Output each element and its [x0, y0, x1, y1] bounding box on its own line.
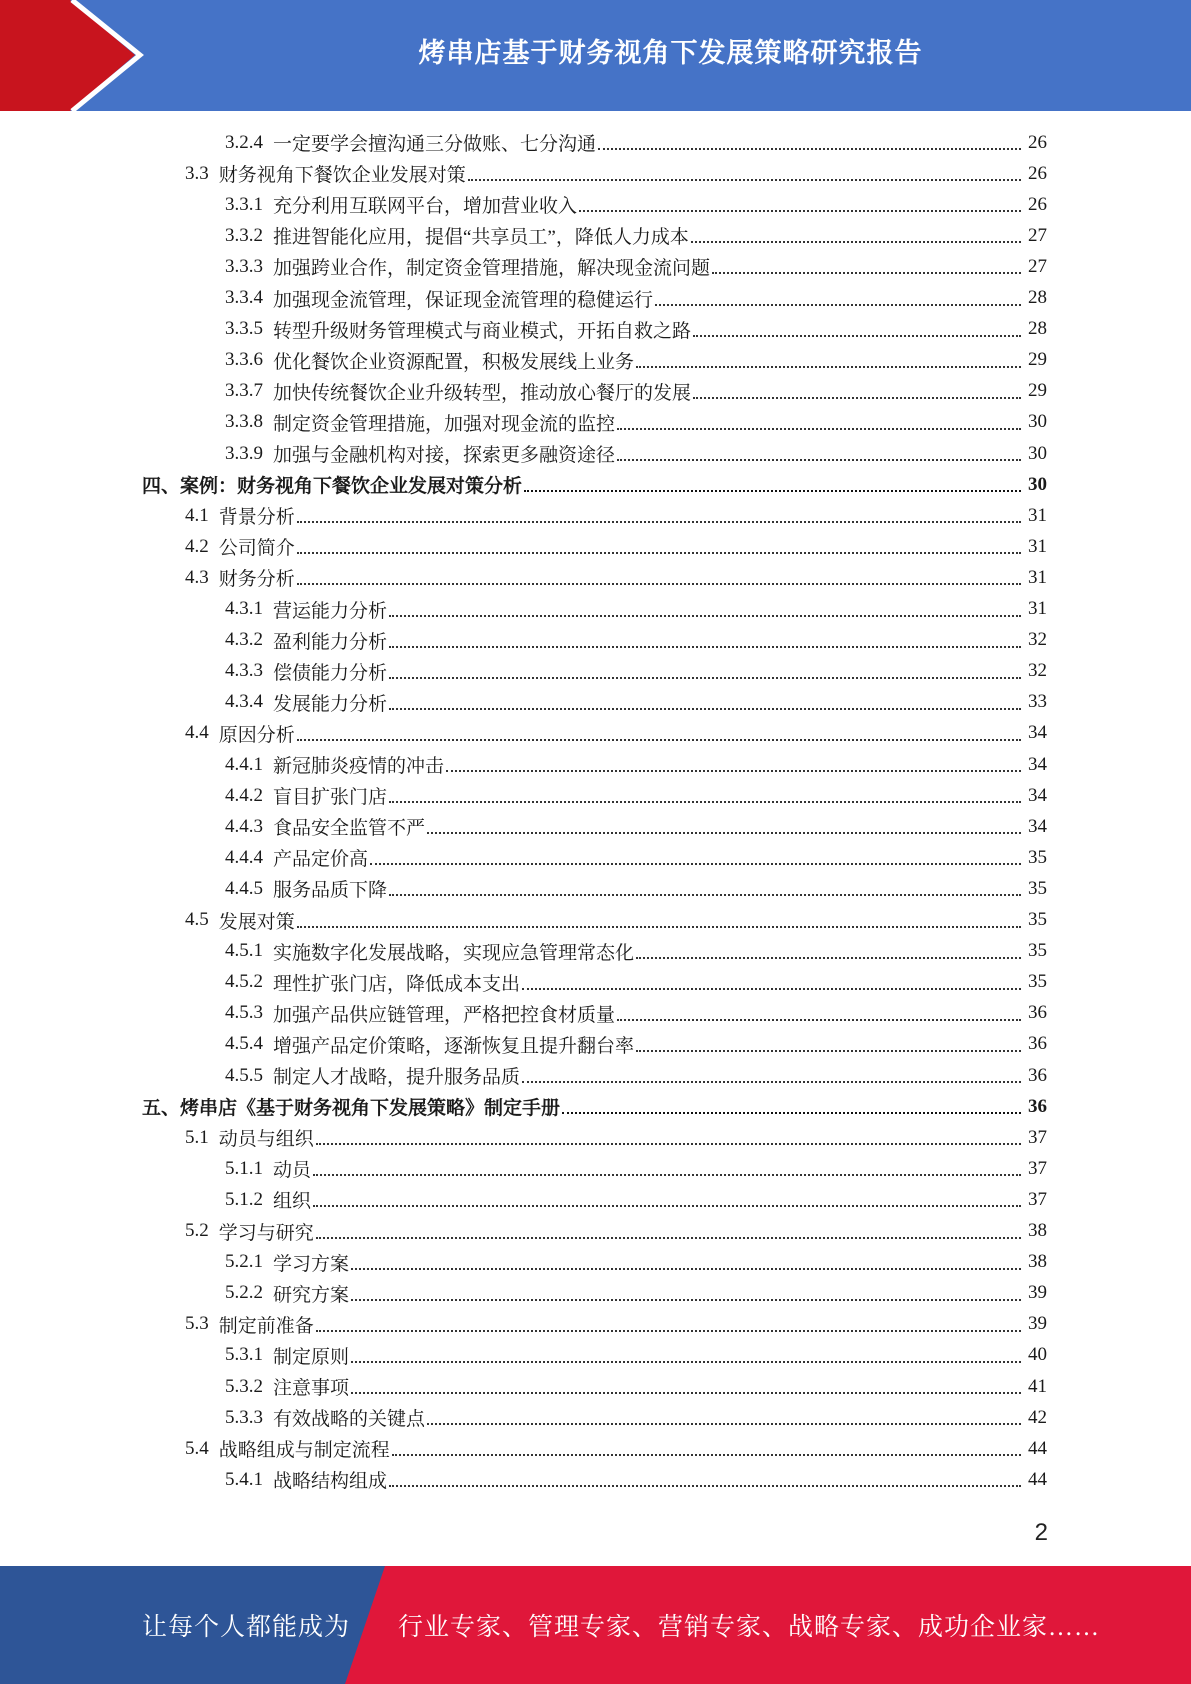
toc-entry-title: 推进智能化应用，提倡“共享员工”，降低人力成本 — [273, 227, 689, 249]
toc-dot-leader — [389, 614, 1021, 617]
toc-entry-page: 35 — [1028, 971, 1047, 993]
toc-entry-number: 4.5.4 — [225, 1033, 263, 1055]
toc-entry-number: 3.2.4 — [225, 131, 263, 153]
toc-entry-title: 动员与组织 — [218, 1129, 314, 1151]
toc-entry[interactable] — [185, 718, 1047, 749]
toc-entry-page: 32 — [1028, 660, 1047, 682]
toc-dot-leader — [297, 520, 1021, 523]
toc-dot-leader — [655, 303, 1021, 306]
toc-entry-page: 38 — [1028, 1251, 1047, 1273]
toc-entry-title: 加强产品供应链管理，严格把控食材质量 — [273, 1004, 616, 1026]
toc-dot-leader — [316, 1236, 1021, 1239]
toc-entry-number: 5.2.2 — [225, 1282, 263, 1304]
toc-entry[interactable] — [185, 1122, 1047, 1153]
toc-dot-leader — [316, 1142, 1021, 1145]
toc-entry-number: 5.3 — [185, 1313, 209, 1335]
toc-entry-number: 4.5.5 — [225, 1064, 263, 1086]
toc-entry[interactable] — [225, 656, 1047, 687]
toc-entry-number: 4.4.2 — [225, 784, 263, 806]
toc-entry[interactable] — [225, 220, 1047, 251]
toc-entry[interactable] — [225, 811, 1047, 842]
toc-entry-page: 27 — [1028, 224, 1047, 246]
toc-entry-number: 5.4 — [185, 1437, 209, 1459]
toc-entry-title: 加快传统餐饮企业升级转型，推动放心餐厅的发展 — [273, 382, 692, 404]
toc-entry-page: 36 — [1028, 1064, 1047, 1086]
toc-entry[interactable] — [185, 1216, 1047, 1247]
toc-entry[interactable] — [225, 936, 1047, 967]
footer-slogan-left: 让每个人都能成为 — [142, 1614, 351, 1641]
toc-entry-page: 29 — [1028, 349, 1047, 371]
toc-entry[interactable] — [225, 1060, 1047, 1091]
toc-entry-number: 4.5.1 — [225, 940, 263, 962]
toc-entry-page: 44 — [1028, 1437, 1047, 1459]
toc-entry-title: 偿债能力分析 — [273, 662, 388, 684]
toc-entry-number: 4.4 — [185, 722, 209, 744]
toc-entry-title: 加强跨业合作，制定资金管理措施，解决现金流问题 — [273, 258, 711, 280]
toc-entry-page: 31 — [1028, 535, 1047, 557]
toc-entry-number: 3.3.5 — [225, 318, 263, 340]
toc-entry-title: 组织 — [273, 1191, 312, 1213]
toc-entry-title: 动员 — [273, 1160, 312, 1182]
toc-entry[interactable] — [225, 967, 1047, 998]
toc-entry[interactable] — [142, 1091, 1047, 1122]
toc-entry-title: 盲目扩张门店 — [273, 787, 388, 809]
toc-entry-page: 28 — [1028, 318, 1047, 340]
toc-entry-number: 4.4.5 — [225, 877, 263, 899]
toc-entry-title: 四、案例：财务视角下餐饮企业发展对策分析 — [142, 476, 523, 498]
toc-entry-page: 39 — [1028, 1313, 1047, 1335]
toc-entry-number: 3.3.6 — [225, 349, 263, 371]
toc-entry[interactable] — [225, 842, 1047, 873]
toc-entry-number: 4.1 — [185, 504, 209, 526]
toc-entry[interactable] — [142, 469, 1047, 500]
toc-entry-title: 营运能力分析 — [273, 600, 388, 622]
toc-entry[interactable] — [225, 1464, 1047, 1495]
toc-dot-leader — [617, 1018, 1021, 1021]
toc-entry-page: 30 — [1028, 411, 1047, 433]
report-title: 烤串店基于财务视角下发展策略研究报告 — [418, 37, 923, 69]
toc-entry-page: 34 — [1028, 722, 1047, 744]
toc-dot-leader — [617, 458, 1021, 461]
toc-entry-page: 35 — [1028, 877, 1047, 899]
toc-entry-title: 盈利能力分析 — [273, 631, 388, 653]
toc-dot-leader — [712, 271, 1021, 274]
toc-entry-title: 战略结构组成 — [273, 1471, 388, 1493]
toc-dot-leader — [562, 1111, 1021, 1114]
toc-entry-page: 42 — [1028, 1406, 1047, 1428]
toc-entry-title: 加强现金流管理，保证现金流管理的稳健运行 — [273, 289, 654, 311]
toc-entry[interactable] — [185, 562, 1047, 593]
toc-entry-number: 4.4.1 — [225, 753, 263, 775]
toc-entry-number: 3.3.2 — [225, 224, 263, 246]
toc-entry-title: 公司简介 — [218, 538, 295, 560]
toc-entry[interactable] — [225, 407, 1047, 438]
toc-entry-page: 40 — [1028, 1344, 1047, 1366]
toc-entry-title: 优化餐饮企业资源配置，积极发展线上业务 — [273, 351, 635, 373]
toc-entry-number: 3.3.9 — [225, 442, 263, 464]
toc-entry-page: 38 — [1028, 1220, 1047, 1241]
toc-entry-page: 26 — [1028, 131, 1047, 153]
toc-entry-number: 3.3.3 — [225, 255, 263, 277]
toc-entry-title: 实施数字化发展战略，实现应急管理常态化 — [273, 942, 635, 964]
toc-dot-leader — [522, 987, 1021, 990]
toc-entry-title: 发展对策 — [218, 911, 295, 933]
toc-entry-number: 5.1 — [185, 1126, 209, 1148]
toc-entry[interactable] — [225, 998, 1047, 1029]
page-header — [0, 0, 1191, 111]
toc-entry-page: 32 — [1028, 629, 1047, 651]
toc-entry-page: 31 — [1028, 566, 1047, 588]
toc-entry-title: 财务视角下餐饮企业发展对策 — [218, 165, 466, 187]
toc-dot-leader — [468, 178, 1021, 181]
toc-entry[interactable] — [225, 1153, 1047, 1184]
toc-entry[interactable] — [225, 127, 1047, 158]
toc-dot-leader — [636, 1049, 1021, 1052]
toc-entry-number: 4.3.2 — [225, 629, 263, 651]
toc-dot-leader — [351, 1267, 1021, 1270]
toc-dot-leader — [446, 769, 1021, 772]
toc-entry[interactable] — [225, 1247, 1047, 1278]
toc-dot-leader — [524, 489, 1021, 492]
toc-dot-leader — [313, 1173, 1021, 1176]
toc-entry-number: 4.3.4 — [225, 691, 263, 713]
toc-dot-leader — [389, 800, 1021, 803]
toc-entry[interactable] — [225, 438, 1047, 469]
toc-dot-leader — [389, 676, 1021, 679]
toc-entry-page: 34 — [1028, 784, 1047, 806]
toc-entry-title: 增强产品定价策略，逐渐恢复且提升翻台率 — [273, 1035, 635, 1057]
toc-entry[interactable] — [225, 1340, 1047, 1371]
toc-entry-page: 29 — [1028, 380, 1047, 402]
toc-entry-title: 一定要学会擅沟通三分做账、七分沟通 — [273, 134, 597, 155]
toc-entry[interactable] — [225, 189, 1047, 220]
toc-entry-number: 4.3 — [185, 566, 209, 588]
toc-entry-number: 3.3.8 — [225, 411, 263, 433]
toc-entry-title: 发展能力分析 — [273, 693, 388, 715]
toc-entry-title: 产品定价高 — [273, 849, 369, 871]
toc-entry[interactable] — [225, 1278, 1047, 1309]
toc-dot-leader — [351, 1360, 1021, 1363]
toc-dot-leader — [389, 893, 1021, 896]
toc-dot-leader — [693, 334, 1021, 337]
toc-entry-title: 战略组成与制定流程 — [218, 1440, 390, 1462]
toc-entry-number: 5.4.1 — [225, 1468, 263, 1490]
toc-dot-leader — [636, 365, 1021, 368]
toc-dot-leader — [598, 147, 1021, 150]
toc-entry-number: 4.5.2 — [225, 971, 263, 993]
toc-entry-title: 制定资金管理措施，加强对现金流的监控 — [273, 413, 616, 435]
toc-entry-page: 36 — [1028, 1002, 1047, 1024]
toc-entry-page: 44 — [1028, 1468, 1047, 1490]
toc-entry-page: 31 — [1028, 504, 1047, 526]
toc-entry-number: 4.3.1 — [225, 598, 263, 619]
toc-entry[interactable] — [225, 345, 1047, 376]
toc-entry-title: 五、烤串店《基于财务视角下发展策略》制定手册 — [142, 1098, 561, 1120]
toc-entry-title: 学习方案 — [273, 1253, 350, 1275]
toc-entry-page: 36 — [1028, 1033, 1047, 1055]
toc-entry-page: 37 — [1028, 1188, 1047, 1210]
toc-entry-title: 研究方案 — [273, 1284, 350, 1306]
toc-dot-leader — [579, 209, 1021, 212]
toc-dot-leader — [389, 1484, 1021, 1487]
toc-entry[interactable] — [225, 687, 1047, 718]
toc-dot-leader — [370, 862, 1021, 865]
toc-dot-leader — [297, 551, 1021, 554]
toc-entry-number: 4.4.4 — [225, 846, 263, 868]
toc-entry[interactable] — [185, 1433, 1047, 1464]
toc-entry-title: 制定前准备 — [218, 1315, 314, 1337]
toc-entry-number: 4.4.3 — [225, 815, 263, 837]
toc-entry-page: 37 — [1028, 1126, 1047, 1148]
toc-entry-title: 原因分析 — [218, 724, 295, 746]
toc-entry-number: 3.3 — [185, 162, 209, 184]
toc-entry-page: 37 — [1028, 1157, 1047, 1179]
toc-entry[interactable] — [185, 500, 1047, 531]
toc-entry-page: 33 — [1028, 691, 1047, 713]
toc-entry[interactable] — [225, 314, 1047, 345]
toc-entry-page: 28 — [1028, 287, 1047, 308]
toc-entry-title: 学习与研究 — [218, 1222, 314, 1244]
toc-entry-title: 食品安全监管不严 — [273, 818, 426, 840]
toc-entry[interactable] — [185, 531, 1047, 562]
toc-entry-page: 31 — [1028, 598, 1047, 619]
toc-dot-leader — [313, 1204, 1021, 1207]
toc-entry-title: 注意事项 — [273, 1378, 350, 1399]
toc-entry[interactable] — [185, 158, 1047, 189]
toc-entry-number: 5.2 — [185, 1220, 209, 1241]
toc-dot-leader — [693, 396, 1021, 399]
toc-dot-leader — [389, 645, 1021, 648]
toc-entry-number: 5.1.2 — [225, 1188, 263, 1210]
toc-entry-title: 加强与金融机构对接，探索更多融资途径 — [273, 445, 616, 466]
toc-entry-number: 5.1.1 — [225, 1157, 263, 1179]
toc-entry-number: 4.3.3 — [225, 660, 263, 682]
toc-entry-page: 30 — [1028, 473, 1047, 495]
toc-dot-leader — [522, 1080, 1021, 1083]
toc-entry[interactable] — [225, 251, 1047, 282]
toc-dot-leader — [297, 925, 1021, 928]
toc-entry-page: 35 — [1028, 940, 1047, 962]
page-footer — [0, 1566, 1191, 1684]
toc-dot-leader — [636, 956, 1021, 959]
toc-entry[interactable] — [225, 1402, 1047, 1433]
toc-dot-leader — [617, 427, 1021, 430]
toc-dot-leader — [427, 831, 1021, 834]
toc-entry-number: 5.3.3 — [225, 1406, 263, 1428]
toc-entry[interactable] — [225, 780, 1047, 811]
toc-entry-title: 理性扩张门店，降低成本支出 — [273, 973, 521, 995]
toc-entry-number: 3.3.4 — [225, 287, 263, 308]
toc-entry-number: 4.5 — [185, 909, 209, 930]
toc-dot-leader — [389, 707, 1021, 710]
toc-dot-leader — [427, 1422, 1021, 1425]
toc-dot-leader — [297, 582, 1021, 585]
toc-entry-page: 26 — [1028, 193, 1047, 215]
toc-entry-title: 财务分析 — [218, 569, 295, 591]
toc-entry[interactable] — [225, 873, 1047, 904]
toc-entry-page: 35 — [1028, 909, 1047, 930]
toc-entry[interactable] — [225, 1184, 1047, 1215]
toc-entry-title: 制定人才战略，提升服务品质 — [273, 1067, 521, 1088]
toc-entry-page: 27 — [1028, 255, 1047, 277]
toc-entry-page: 34 — [1028, 753, 1047, 775]
toc-entry-title: 有效战略的关键点 — [273, 1409, 426, 1431]
toc-entry-page: 35 — [1028, 846, 1047, 868]
toc-entry-title: 制定原则 — [273, 1346, 350, 1368]
footer-slogan-right: 行业专家、管理专家、营销专家、战略专家、成功企业家…… — [398, 1614, 1101, 1641]
toc-dot-leader — [392, 1453, 1021, 1456]
toc-entry-number: 4.5.3 — [225, 1002, 263, 1024]
toc-entry[interactable] — [225, 625, 1047, 656]
toc-entry[interactable] — [185, 905, 1047, 936]
toc-entry[interactable] — [225, 283, 1047, 314]
toc-entry[interactable] — [225, 1371, 1047, 1402]
toc-entry[interactable] — [225, 594, 1047, 625]
toc-dot-leader — [316, 1329, 1021, 1332]
toc-entry-number: 5.2.1 — [225, 1251, 263, 1273]
toc-entry-page: 36 — [1028, 1095, 1047, 1117]
toc-entry-page: 34 — [1028, 815, 1047, 837]
toc-dot-leader — [351, 1391, 1021, 1394]
toc-dot-leader — [351, 1298, 1021, 1301]
toc-entry[interactable] — [225, 749, 1047, 780]
toc-entry-number: 3.3.7 — [225, 380, 263, 402]
toc-entry[interactable] — [225, 1029, 1047, 1060]
toc-entry-number: 4.2 — [185, 535, 209, 557]
toc-entry[interactable] — [225, 376, 1047, 407]
toc-entry-title: 充分利用互联网平台，增加营业收入 — [273, 196, 578, 218]
toc-entry-page: 26 — [1028, 162, 1047, 184]
toc-entry-number: 5.3.2 — [225, 1375, 263, 1397]
page-number: 2 — [1034, 1519, 1048, 1546]
toc-entry-title: 新冠肺炎疫情的冲击 — [273, 756, 445, 777]
toc-dot-leader — [297, 738, 1021, 741]
toc-entry-page: 30 — [1028, 442, 1047, 464]
toc-entry[interactable] — [185, 1309, 1047, 1340]
toc-entry-title: 服务品质下降 — [273, 880, 388, 902]
toc-entry-number: 3.3.1 — [225, 193, 263, 215]
toc-entry-page: 39 — [1028, 1282, 1047, 1304]
toc-entry-page: 41 — [1028, 1375, 1047, 1397]
toc-entry-title: 转型升级财务管理模式与商业模式，开拓自救之路 — [273, 320, 692, 342]
toc-dot-leader — [691, 240, 1021, 243]
toc-entry-title: 背景分析 — [218, 507, 295, 529]
toc-entry-number: 5.3.1 — [225, 1344, 263, 1366]
